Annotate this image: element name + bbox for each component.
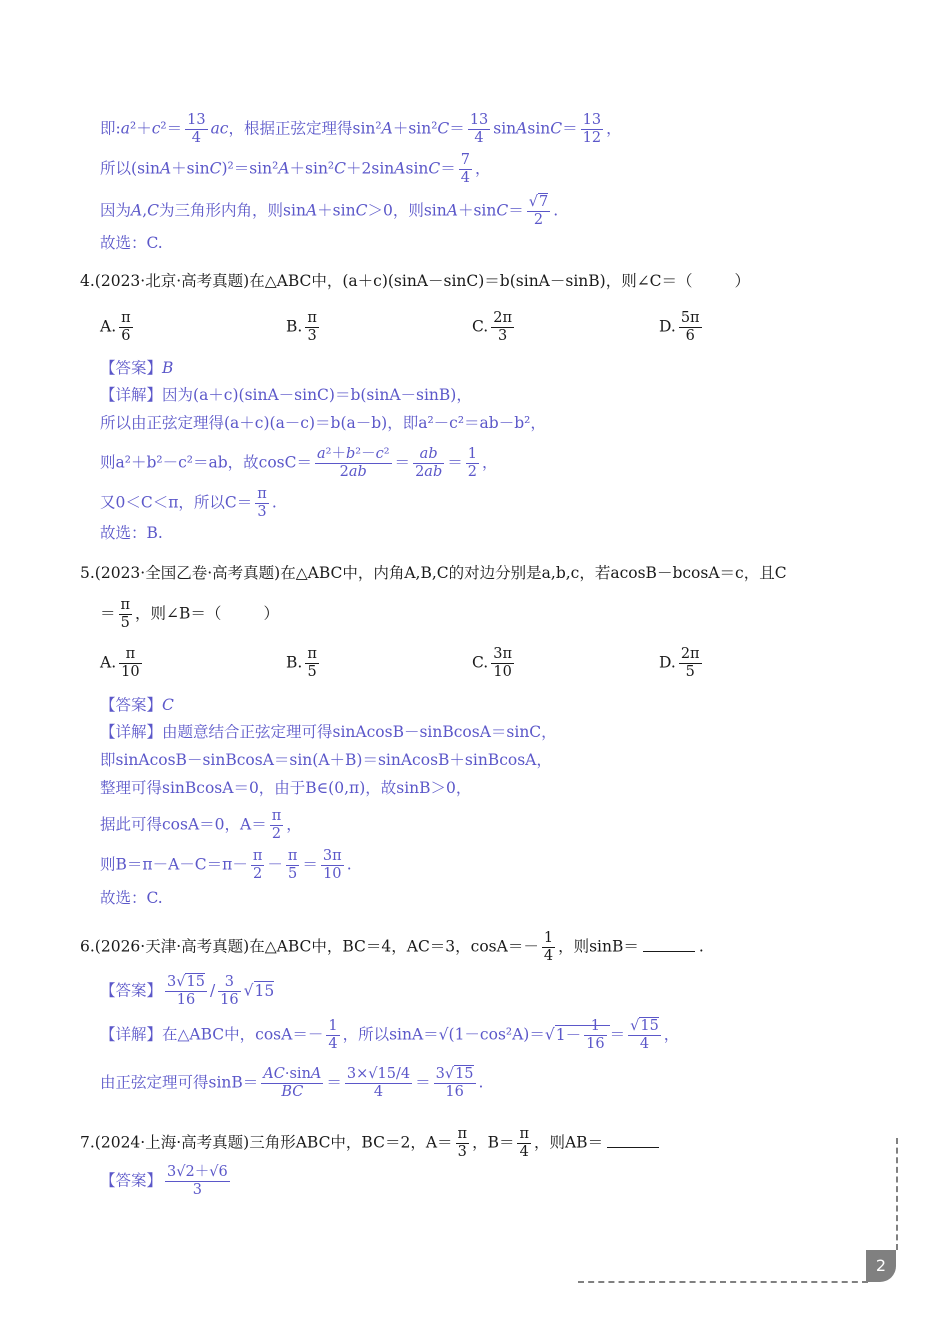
q7-answer-blank[interactable] (607, 1133, 659, 1148)
q6-detail-2: 由正弦定理可得sinB＝ $\frac{AC\cdot\sin A}{BC}$ ＝ $\frac{3\times√15/4}{4}$ ＝ $\frac{3√15}{16}$ . (100, 1066, 484, 1100)
q4-detail-2: 所以由正弦定理得(a＋c)(a－c)＝b(a－b)，即a²－c²＝ab－b²， (100, 414, 546, 432)
q5-option-d[interactable]: D. $\frac{2\pi}{5}$ (659, 646, 700, 680)
q4-option-b[interactable]: B. $\frac{\pi}{3}$ (286, 310, 317, 344)
q5-detail-4: 据此可得cosA＝0，A＝ $\frac{\pi}{2}$ ， (100, 808, 302, 842)
question-5-stem: 5.(2023·全国乙卷·高考真题)在△ABC中，内角A,B,C的对边分别是a,b,c，若acosB－bcosA＝c，且C (80, 564, 787, 582)
prev-solution-line-1: 即:a²＋c²＝ $\frac{13}{4}$ ac，根据正弦定理得sin²A＋sin²C＝ $\frac{13}{4}$ sinAsinC＝ $\frac{13}{12}$ ， (100, 112, 622, 146)
q7-answer: 【答案】 $\frac{3√2+√6}{3}$ (100, 1164, 228, 1198)
q4-detail-3: 则a²＋b²－c²＝ab，故cosC＝ $\frac{\text{a²＋b²－c²}}{2ab}$ ＝ $\frac{ab}{2ab}$ ＝ $\frac{1}{2}$ ， (100, 446, 498, 480)
page-number: 2 (866, 1250, 896, 1282)
q4-option-d[interactable]: D. $\frac{5\pi}{6}$ (659, 310, 700, 344)
q4-detail-4: 又0＜C＜π，所以C＝ $\frac{\pi}{3}$ . (100, 486, 277, 520)
q6-answer-blank[interactable] (643, 937, 695, 952)
q6-answer: 【答案】 $\frac{3√15}{16}$ / $\frac{3}{16}$ √15 (100, 974, 275, 1008)
q5-option-b[interactable]: B. $\frac{\pi}{5}$ (286, 646, 317, 680)
q5-detail-5: 则B＝π－A－C＝π－ $\frac{\pi}{2}$ － $\frac{\pi}{5}$ ＝ $\frac{3\pi}{10}$ . (100, 848, 352, 882)
q5-option-c[interactable]: C. $\frac{3\pi}{10}$ (472, 646, 512, 680)
question-5-stem-cont: ＝ $\frac{\pi}{5}$ ，则∠B＝（ ） (100, 597, 279, 631)
q5-choice: 故选：C. (100, 889, 163, 907)
question-7-stem: 7.(2024·上海·高考真题)三角形ABC中，BC＝2，A＝ $\frac{\pi}{3}$ ，B＝ $\frac{\pi}{4}$ ，则AB＝ (80, 1126, 663, 1161)
q5-detail-3: 整理可得sinBcosA＝0，由于B∈(0,π)，故sinB＞0， (100, 779, 472, 797)
question-6-stem: 6.(2026·天津·高考真题)在△ABC中，BC＝4，AC＝3，cosA＝－ $\frac{1}{4}$ ，则sinB＝ . (80, 930, 704, 964)
prev-solution-choice: 故选：C. (100, 234, 163, 252)
page-corner-dashed-vertical (896, 1138, 898, 1250)
question-4-stem: 4.(2023·北京·高考真题)在△ABC中，(a＋c)(sinA－sinC)＝b(sinA－sinB)，则∠C＝（ ） (80, 272, 751, 290)
q4-option-c[interactable]: C. $\frac{2\pi}{3}$ (472, 310, 512, 344)
q6-detail-1: 【详解】在△ABC中，cosA＝－ $\frac{1}{4}$ ，所以sinA＝√(1－cos²A)＝√1－ $\frac{1}{16}$ ＝ $\frac{√15}{4}$ ， (100, 1018, 680, 1052)
q5-detail-1: 【详解】由题意结合正弦定理可得sinAcosB－sinBcosA＝sinC， (100, 723, 557, 741)
q4-answer: 【答案】B (100, 359, 174, 377)
q4-option-a[interactable]: A. $\frac{\pi}{6}$ (100, 310, 131, 344)
prev-solution-line-3: 因为A,C为三角形内角，则sinA＋sinC＞0，则sinA＋sinC＝ $\frac{√7}{2}$ . (100, 194, 559, 228)
q4-detail-1: 【详解】因为(a＋c)(sinA－sinC)＝b(sinA－sinB)， (100, 386, 472, 404)
q5-answer: 【答案】C (100, 696, 174, 714)
prev-solution-line-2: 所以(sinA＋sinC)²＝sin²A＋sin²C＋2sinAsinC＝ $\frac{7}{4}$ ， (100, 152, 491, 186)
page-corner-dashed-horizontal (578, 1281, 868, 1283)
q5-detail-2: 即sinAcosB－sinBcosA＝sin(A＋B)＝sinAcosB＋sinBcosA， (100, 751, 552, 769)
q4-choice: 故选：B. (100, 524, 163, 542)
q5-option-a[interactable]: A. $\frac{\pi}{10}$ (100, 646, 140, 680)
